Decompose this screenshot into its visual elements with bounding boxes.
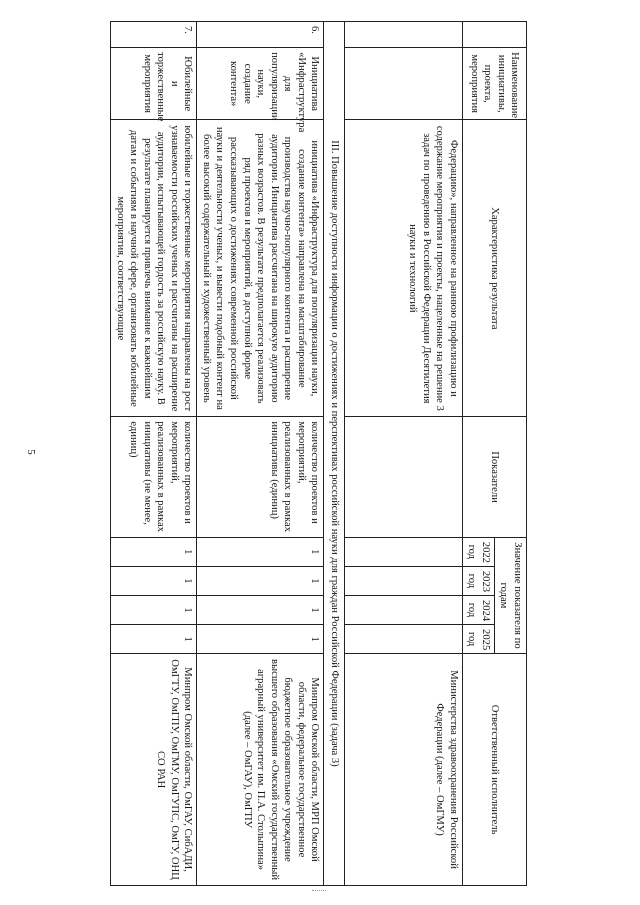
header-characteristic: Характеристика результата bbox=[462, 120, 526, 417]
row-name: Юбилейные и торжественные мероприятия bbox=[111, 48, 197, 120]
landscape-sheet bbox=[113, 21, 527, 886]
row-name bbox=[344, 48, 462, 120]
header-values-group: Значение показателя по годам bbox=[494, 537, 526, 653]
header-name: Наименование инициативы, проекта, мероприятия bbox=[462, 48, 526, 120]
row-number: 7. bbox=[111, 22, 197, 48]
row-value-2024: 1 bbox=[111, 595, 197, 624]
row-characteristic: юбилейные и торжественные мероприятия направлены на рост узнаваемости российских ученых и рассчитаны на расширение аудитории, испытывающей гордость за российскую науку. В результате планируется привлечь внимание к важнейшим датам и событиям в научной сфере, организовать юбилейные мероприятия, соответствующие bbox=[111, 120, 197, 417]
row-number bbox=[344, 22, 462, 48]
row-value-2023 bbox=[344, 566, 462, 595]
section-title: III. Повышение доступности информации о достижениях и перспективах российской науки для граждан Российской Федерации (задача 3) bbox=[324, 22, 345, 886]
row-value-2022 bbox=[344, 537, 462, 566]
row-value-2024 bbox=[344, 595, 462, 624]
row-responsible: Министерства здравоохранения Российской Федерации (далее – ОмГМУ) bbox=[344, 654, 462, 886]
header-year-2023: 2023 год bbox=[462, 566, 494, 595]
row-responsible: Минпром Омской области, ОмГАУ, СибАДИ, ОмГТУ, ОмГПУ, ОмГМУ, ОмГУПС, ОмГУ, ОНЦ СО РАН bbox=[111, 654, 197, 886]
row-characteristic: инициатива «Инфраструктура для популяризации науки, создание контента» направлена на масштабирование производства научно-популярного контента и расширение аудитории. Инициатива рассчитана на широкую аудиторию разных возрастов. В результате предполагается реализовать ряд проектов и мероприятий, в доступной форме рассказывающих о достижениях современной российской науки и деятельности ученых, и вывести подобный контент на более высокий содержательный и художественный уровень bbox=[197, 120, 324, 417]
header-responsible: Ответственный исполнитель bbox=[462, 654, 526, 886]
row-indicator: количество проектов и мероприятий, реализованных в рамках инициативы (единиц) bbox=[197, 417, 324, 537]
header-year-2025: 2025 год bbox=[462, 625, 494, 654]
row-value-2023: 1 bbox=[111, 566, 197, 595]
page-number: 5 bbox=[24, 449, 37, 455]
row-name: Инициатива «Инфраструктура для популяризации науки, создание контента» bbox=[197, 48, 324, 120]
row-value-2024: 1 bbox=[197, 595, 324, 624]
table-row bbox=[111, 22, 197, 886]
section-header-row bbox=[324, 22, 345, 886]
table-row-continuation bbox=[344, 22, 462, 886]
row-value-2022: 1 bbox=[197, 537, 324, 566]
header-year-2022: 2022 год bbox=[462, 537, 494, 566]
row-value-2022: 1 bbox=[111, 537, 197, 566]
header-number bbox=[462, 22, 526, 48]
events-table bbox=[110, 21, 527, 886]
row-value-2025: 1 bbox=[197, 625, 324, 654]
table-row bbox=[197, 22, 324, 886]
row-characteristic: Федерацию», направленное на раннюю профилизацию и содержание мероприятия и проекты, нацеленные на решение 3 задач по проведению в Российской Федерации Десятилетия науки и технологий bbox=[344, 120, 462, 417]
header-indicators: Показатели bbox=[462, 417, 526, 537]
row-indicator bbox=[344, 417, 462, 537]
header-year-2024: 2024 год bbox=[462, 595, 494, 624]
row-responsible: Минпром Омской области, МРП Омской области, федеральное государственное бюджетное образовательное учреждение высшего образования «Омский государственный аграрный университет им. П.А. Столыпина» (далее – ОмГАУ), ОмГПУ bbox=[197, 654, 324, 886]
row-number: 6. bbox=[197, 22, 324, 48]
row-indicator: количество проектов и мероприятий, реализованных в рамках инициативы (не менее, единиц) bbox=[111, 417, 197, 537]
row-value-2025 bbox=[344, 625, 462, 654]
row-value-2023: 1 bbox=[197, 566, 324, 595]
row-value-2025: 1 bbox=[111, 625, 197, 654]
scan-mark bbox=[312, 890, 326, 892]
